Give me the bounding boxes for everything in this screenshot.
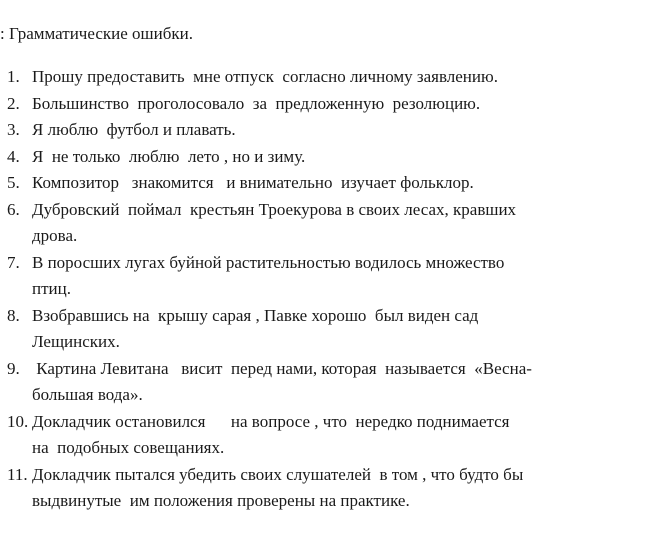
- list-item: [0, 170, 656, 197]
- list-item: [0, 91, 656, 118]
- item-text: Прошу предоставить мне отпуск согласно личному заявлению.: [32, 67, 498, 86]
- section-heading: : Грамматические ошибки.: [0, 24, 193, 43]
- list-item: [0, 409, 656, 462]
- item-number: 2.: [7, 93, 20, 113]
- item-number: 1.: [7, 67, 20, 86]
- item-number: 4.: [7, 146, 20, 166]
- item-number: 10.: [7, 411, 29, 431]
- item-text: Я люблю футбол и плавать.: [32, 120, 236, 139]
- list-item: [0, 144, 656, 171]
- item-number: 3.: [7, 120, 20, 139]
- item-number: 5.: [7, 173, 20, 192]
- item-text: Композитор знакомится и внимательно изучает фольклор.: [32, 173, 474, 192]
- list-item: [0, 64, 656, 91]
- item-text: Дубровский поймал крестьян Троекурова в своих лесах, кравших дрова.: [32, 199, 517, 245]
- item-text: Картина Левитана висит перед нами, которая называется «Весна- большая вода».: [32, 358, 532, 404]
- item-number: 7.: [7, 252, 20, 272]
- list-item: [0, 250, 656, 303]
- item-number: 6.: [7, 199, 20, 219]
- list-item: [0, 197, 656, 250]
- list-item: [0, 356, 656, 409]
- list-item: [0, 462, 656, 515]
- item-number: 11.: [7, 464, 28, 484]
- item-text: Большинство проголосовало за предложенную резолюцию.: [32, 93, 481, 113]
- item-text: Докладчик остановился на вопросе , что нередко поднимается на подобных совещаниях.: [32, 411, 510, 457]
- error-sentence-list: [0, 64, 656, 515]
- item-number: 8.: [7, 305, 20, 325]
- item-number: 9.: [7, 358, 20, 378]
- list-item: [0, 303, 656, 356]
- list-item: [0, 117, 656, 144]
- item-text: Взобравшись на крышу сарая , Павке хорошо был виден сад Лещинских.: [32, 305, 479, 351]
- item-text: В поросших лугах буйной растительностью водилось множество птиц.: [32, 252, 505, 298]
- item-text: Докладчик пытался убедить своих слушателей в том , что будто бы выдвинутые им положения проверены на практике.: [32, 464, 524, 510]
- item-text: Я не только люблю лето , но и зиму.: [32, 146, 306, 166]
